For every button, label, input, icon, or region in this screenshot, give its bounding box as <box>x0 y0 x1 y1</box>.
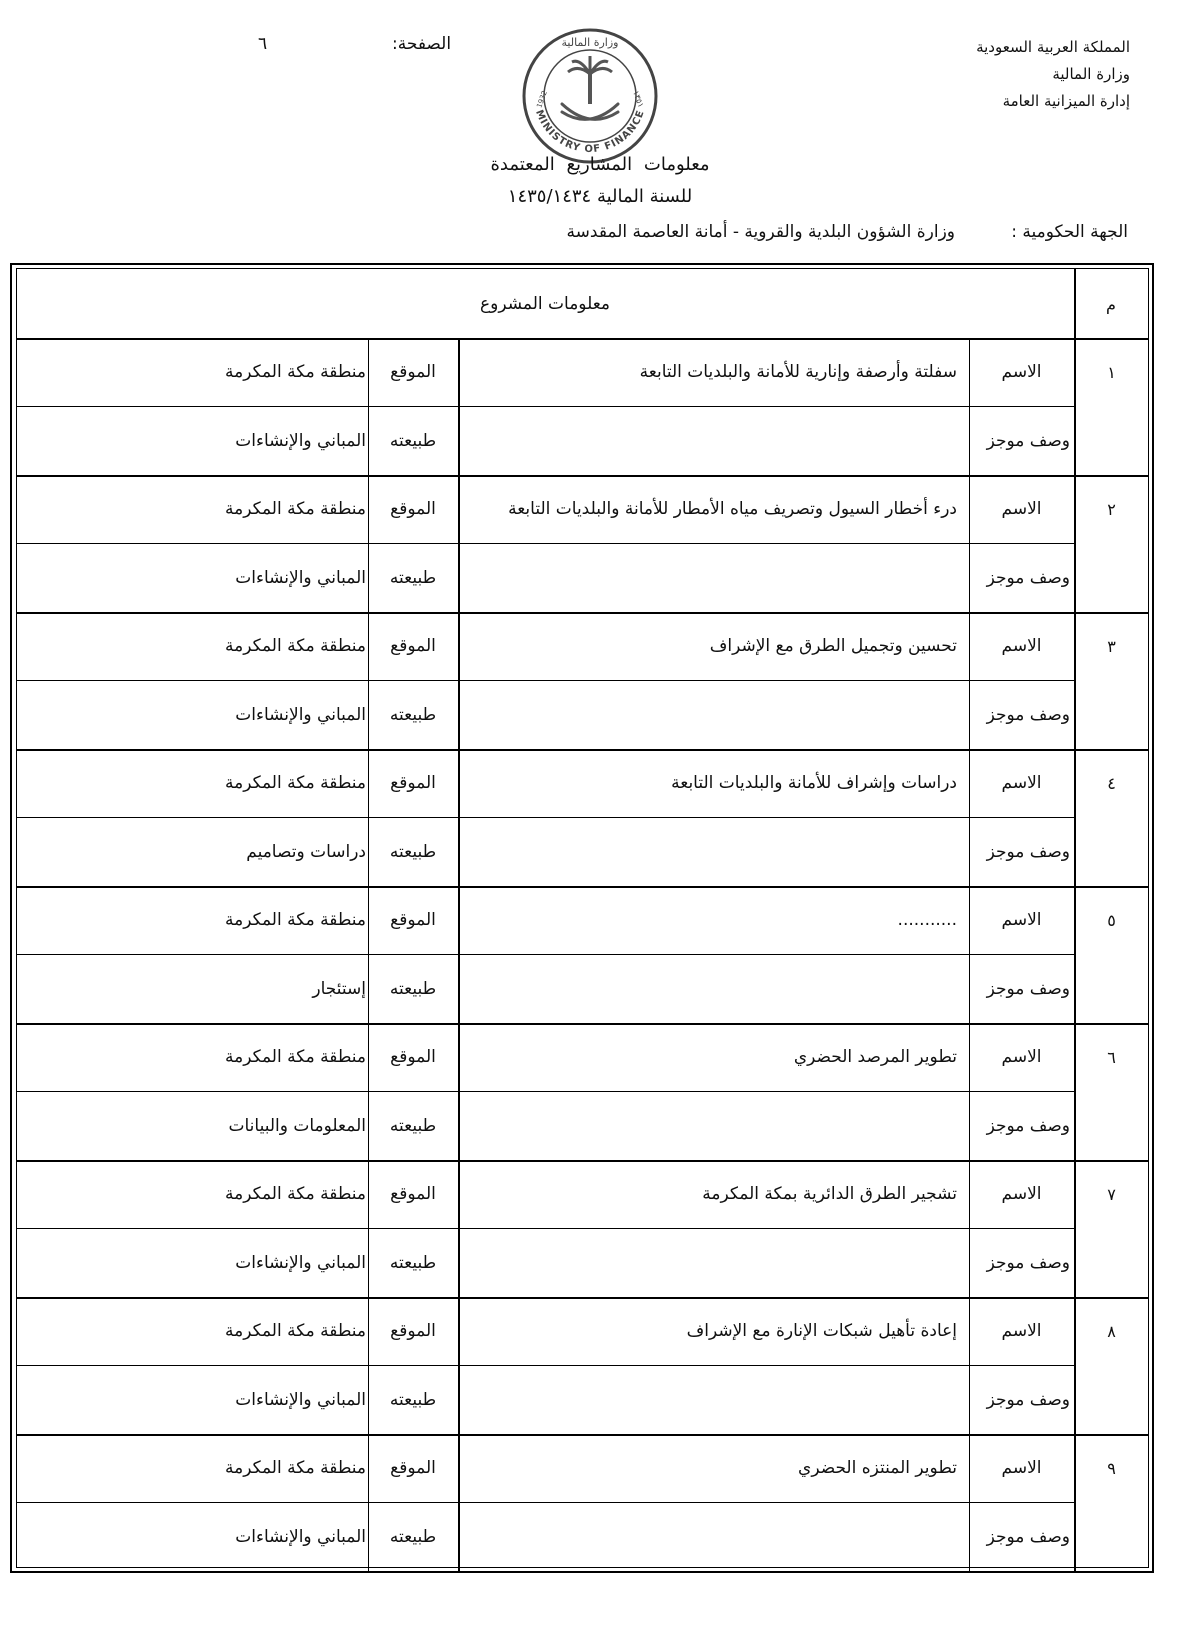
location-label: الموقع <box>390 1184 436 1204</box>
project-location: منطقة مكة المكرمة <box>224 1047 366 1067</box>
name-label: الاسم <box>1001 362 1042 382</box>
project-nature: المباني والإنشاءات <box>235 430 366 451</box>
project-description <box>466 1091 957 1160</box>
seal-year-right: ١٣٥١ <box>631 89 646 109</box>
project-name: سفلتة وأرصفة وإنارية للأمانة والبلديات التابعة <box>639 362 957 382</box>
project-nature: المباني والإنشاءات <box>235 567 366 588</box>
project-nature: دراسات وتصاميم <box>246 841 366 862</box>
project-nature: المعلومات والبيانات <box>228 1115 366 1136</box>
department-name: إدارة الميزانية العامة <box>1002 92 1130 110</box>
project-nature: المباني والإنشاءات <box>235 1389 366 1410</box>
nature-label: طبيعته <box>389 841 437 862</box>
nature-label: طبيعته <box>389 567 437 588</box>
project-name: تشجير الطرق الدائرية بمكة المكرمة <box>702 1184 957 1204</box>
project-location: منطقة مكة المكرمة <box>224 1458 366 1478</box>
project-location: منطقة مكة المكرمة <box>224 636 366 656</box>
page-number: ٦ <box>258 34 268 54</box>
row-number: ٣ <box>1107 636 1116 656</box>
page-label: الصفحة: <box>392 34 452 54</box>
name-label: الاسم <box>1001 1047 1042 1067</box>
project-location: منطقة مكة المكرمة <box>224 910 366 930</box>
project-name: ........... <box>897 910 957 930</box>
project-location: منطقة مكة المكرمة <box>224 499 366 519</box>
project-name: إعادة تأهيل شبكات الإنارة مع الإشراف <box>686 1321 957 1341</box>
location-label: الموقع <box>390 1458 436 1478</box>
seal-year-left: 1932 <box>535 89 549 110</box>
project-nature: المباني والإنشاءات <box>235 1526 366 1547</box>
name-label: الاسم <box>1001 1321 1042 1341</box>
description-label: وصف موجز <box>986 704 1070 725</box>
seal-arabic-text: وزارة المالية <box>561 36 619 49</box>
agency-value: وزارة الشؤون البلدية والقروية - أمانة العاصمة المقدسة <box>566 222 955 242</box>
row-number: ٧ <box>1107 1184 1116 1204</box>
location-label: الموقع <box>390 773 436 793</box>
row-number: ٩ <box>1107 1458 1116 1478</box>
name-label: الاسم <box>1001 1184 1042 1204</box>
name-label: الاسم <box>1001 1458 1042 1478</box>
row-number: ٨ <box>1107 1321 1116 1341</box>
column-header-project-info: معلومات المشروع <box>479 294 611 314</box>
nature-label: طبيعته <box>389 1389 437 1410</box>
nature-label: طبيعته <box>389 978 437 999</box>
project-name: تطوير المنتزه الحضري <box>798 1458 957 1478</box>
description-label: وصف موجز <box>986 1115 1070 1136</box>
description-label: وصف موجز <box>986 978 1070 999</box>
project-description <box>466 1365 957 1434</box>
ministry-name: وزارة المالية <box>1052 65 1130 83</box>
project-nature: إستئجار <box>312 978 366 999</box>
location-label: الموقع <box>390 910 436 930</box>
location-label: الموقع <box>390 1047 436 1067</box>
description-label: وصف موجز <box>986 1526 1070 1547</box>
project-location: منطقة مكة المكرمة <box>224 362 366 382</box>
project-description <box>466 1502 957 1571</box>
nature-label: طبيعته <box>389 430 437 451</box>
column-header-number: م <box>1106 294 1116 314</box>
project-description <box>466 954 957 1023</box>
nature-label: طبيعته <box>389 704 437 725</box>
description-label: وصف موجز <box>986 430 1070 451</box>
project-description <box>466 817 957 886</box>
project-location: منطقة مكة المكرمة <box>224 1321 366 1341</box>
row-number: ٤ <box>1107 773 1116 793</box>
fiscal-year-title: للسنة المالية ١٤٣٥/١٤٣٤ <box>507 186 693 207</box>
description-label: وصف موجز <box>986 1252 1070 1273</box>
row-number: ٥ <box>1107 910 1116 930</box>
project-description <box>466 406 957 475</box>
location-label: الموقع <box>390 499 436 519</box>
nature-label: طبيعته <box>389 1252 437 1273</box>
document-title: معلومات المشاريع المعتمدة <box>490 154 710 175</box>
description-label: وصف موجز <box>986 567 1070 588</box>
project-nature: المباني والإنشاءات <box>235 704 366 725</box>
agency-label: الجهة الحكومية : <box>1011 222 1128 242</box>
project-description <box>466 1228 957 1297</box>
nature-label: طبيعته <box>389 1115 437 1136</box>
seal-english-text: MINISTRY OF FINANCE <box>533 108 647 156</box>
project-description <box>466 680 957 749</box>
country-name: المملكة العربية السعودية <box>976 38 1130 56</box>
project-name: تحسين وتجميل الطرق مع الإشراف <box>709 636 957 656</box>
project-location: منطقة مكة المكرمة <box>224 1184 366 1204</box>
row-number: ٢ <box>1107 499 1116 519</box>
name-label: الاسم <box>1001 910 1042 930</box>
location-label: الموقع <box>390 362 436 382</box>
location-label: الموقع <box>390 1321 436 1341</box>
description-label: وصف موجز <box>986 1389 1070 1410</box>
name-label: الاسم <box>1001 636 1042 656</box>
project-name: تطوير المرصد الحضري <box>793 1047 957 1067</box>
location-label: الموقع <box>390 636 436 656</box>
description-label: وصف موجز <box>986 841 1070 862</box>
project-name: دراسات وإشراف للأمانة والبلديات التابعة <box>671 773 957 793</box>
project-description <box>466 543 957 612</box>
name-label: الاسم <box>1001 773 1042 793</box>
name-label: الاسم <box>1001 499 1042 519</box>
row-number: ٦ <box>1107 1047 1116 1067</box>
project-location: منطقة مكة المكرمة <box>224 773 366 793</box>
nature-label: طبيعته <box>389 1526 437 1547</box>
row-number: ١ <box>1107 362 1116 382</box>
project-name: درء أخطار السيول وتصريف مياه الأمطار للأمانة والبلديات التابعة <box>508 499 957 519</box>
project-nature: المباني والإنشاءات <box>235 1252 366 1273</box>
